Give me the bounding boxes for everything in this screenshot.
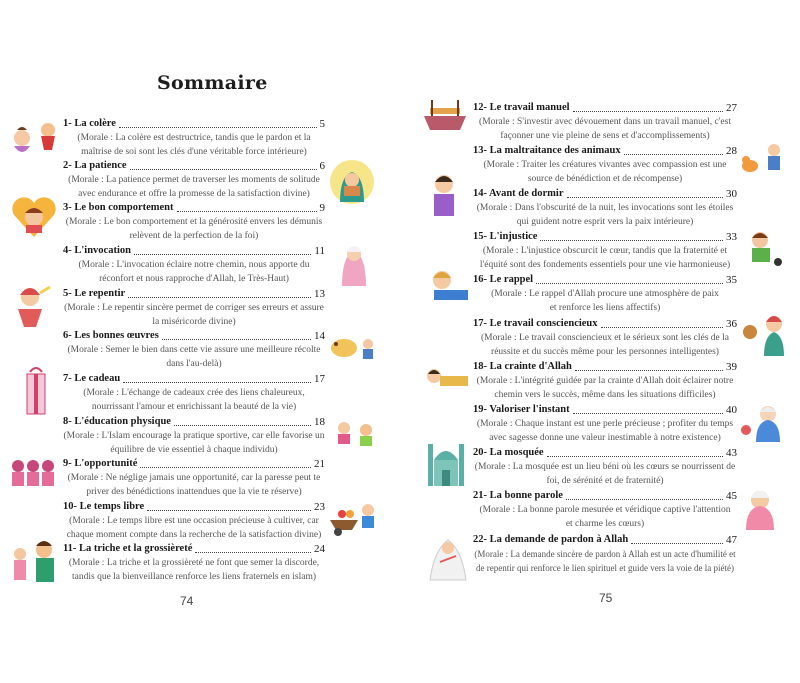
entry-heading: 4- L'invocation: [63, 245, 131, 256]
entry-heading: 11- La triche et la grossièreté: [63, 543, 193, 554]
toc-entry: [473, 230, 737, 272]
entry-page: 21: [314, 458, 325, 470]
entry-heading: 21- La bonne parole: [473, 490, 563, 501]
toc-entry: [473, 144, 737, 186]
smiling-lady-illustration: [738, 486, 782, 532]
toc-entry: [63, 542, 325, 584]
entry-heading: 8- L'éducation physique: [63, 416, 171, 427]
farm-animals-illustration: [328, 330, 376, 362]
entry-heading: 16- Le rappel: [473, 274, 534, 285]
entry-page: 27: [726, 102, 737, 114]
toc-entry: [63, 117, 325, 159]
entry-page: 9: [319, 202, 325, 214]
gift-illustration: [24, 366, 48, 416]
toc-entry: [63, 457, 325, 499]
veiled-girl-illustration: [328, 158, 376, 206]
page-number: 75: [599, 591, 613, 605]
toc-entry: [473, 317, 737, 359]
entry-heading: 9- L'opportunité: [63, 458, 138, 469]
toc-entry: [473, 101, 737, 143]
boy-with-cat-illustration: [740, 140, 788, 178]
entry-heading: 5- Le repentir: [63, 288, 126, 299]
mosque-illustration: [426, 436, 466, 488]
entry-heading: 12- Le travail manuel: [473, 102, 570, 113]
toc-entry: [473, 446, 737, 488]
entry-moral: (Morale : Chaque instant est une perle précieuse ; profiter du temps avec sagesse donne une valeur inestimable à notre existence): [476, 419, 734, 443]
lying-boy-illustration: [422, 364, 470, 394]
entry-page: 45: [726, 490, 737, 502]
entry-moral: (Morale : La bonne parole mesurée et véridique captive l'attention et charme les cœurs): [479, 505, 731, 529]
entry-page: 5: [319, 118, 325, 130]
entry-page: 35: [726, 274, 737, 286]
grandmother-illustration: [738, 402, 790, 444]
entry-heading: 7- Le cadeau: [63, 373, 121, 384]
toc-entry: [473, 360, 737, 402]
entry-moral: (Morale : La demande sincère de pardon à Allah est un acte d'humilité et de repentir qui renforce le lien spirituel et guide vers la voie de la piété): [474, 549, 736, 573]
heart-boy-illustration: [10, 193, 58, 239]
entry-page: 24: [314, 543, 325, 555]
toc-entry: [473, 489, 737, 531]
entry-moral: (Morale : Semer le bien dans cette vie assure une meilleure récolte dans l'au-delà): [67, 345, 321, 369]
entry-page: 17: [314, 373, 325, 385]
entry-moral: (Morale : Le travail consciencieux et le sérieux sont les clés de la réussite et du succès même pour les personnes intelligentes): [481, 333, 729, 357]
entry-moral: (Morale : La mosquée est un lieu béni où les cœurs se nourrissent de foi, de sérénité et de fraternité): [474, 462, 736, 486]
toc-entry: [63, 287, 325, 329]
entry-moral: (Morale : La colère est destructrice, tandis que le pardon et la maîtrise de soi sont les clés d'une véritable force intérieure): [77, 133, 311, 157]
entry-heading: 2- La patience: [63, 160, 127, 171]
entry-moral: (Morale : La patience permet de traverser les moments de solitude avec endurance et offre la promesse de la satisfaction divine): [68, 175, 320, 199]
entry-heading: 19- Valoriser l'instant: [473, 404, 570, 415]
toc-entry: [63, 244, 325, 286]
entry-heading: 10- Le temps libre: [63, 501, 145, 512]
entry-heading: 22- La demande de pardon à Allah: [473, 534, 629, 545]
right-page: [400, 0, 800, 683]
entry-page: 14: [314, 330, 325, 342]
girl-with-teddy-illustration: [740, 310, 790, 358]
entry-moral: (Morale : L'invocation éclaire notre chemin, nous apporte du réconfort et nous rapproche d'Allah, le Très-Haut): [78, 260, 310, 284]
entry-moral: (Morale : Le bon comportement et la générosité envers les démunis relèvent de la perfection de la foi): [65, 217, 323, 241]
entry-heading: 13- La maltraitance des animaux: [473, 145, 621, 156]
arguing-boys-illustration: [8, 540, 60, 584]
entry-moral: (Morale : Le temps libre est une occasion précieuse à cultiver, car chaque moment compte dans la recherche de la satisfaction divine): [66, 516, 322, 540]
entry-page: 36: [726, 318, 737, 330]
entry-moral: (Morale : Le repentir sincère permet de corriger ses erreurs et assure la miséricorde divine): [64, 303, 324, 327]
page-title: Sommaire: [157, 72, 268, 94]
entry-page: 28: [726, 145, 737, 157]
boy-at-desk-illustration: [426, 268, 472, 308]
entry-heading: 20- La mosquée: [473, 447, 544, 458]
crying-girl-illustration: [10, 283, 52, 329]
entry-page: 40: [726, 404, 737, 416]
entry-moral: (Morale : L'échange de cadeaux crée des liens chaleureux, nourrissant l'amour et enrichissant la beauté de la vie): [83, 388, 305, 412]
running-kids-illustration: [332, 418, 378, 450]
toc-entry: [63, 159, 325, 201]
toc-entry: [63, 500, 325, 542]
entry-moral: (Morale : L'intégrité guidée par la crainte d'Allah doit éclairer notre chemin vers le succès, même dans les situations difficiles): [476, 376, 734, 400]
entry-heading: 15- L'injustice: [473, 231, 538, 242]
sleepy-boy-illustration: [428, 172, 460, 222]
toc-entry: [63, 329, 325, 371]
angry-children-illustration: [8, 118, 60, 158]
entry-page: 6: [319, 160, 325, 172]
boat-illustration: [420, 98, 470, 134]
toc-entry: [473, 533, 737, 575]
entry-page: 47: [726, 534, 737, 546]
entry-page: 13: [314, 288, 325, 300]
entry-heading: 1- La colère: [63, 118, 116, 129]
three-girls-illustration: [8, 456, 58, 490]
entry-heading: 17- Le travail consciencieux: [473, 318, 598, 329]
entry-page: 11: [314, 245, 325, 257]
entry-moral: (Morale : La triche et la grossièreté ne font que semer la discorde, tandis que la bienveillance renforce les liens fraternels en islam): [68, 558, 320, 582]
toc-entry: [63, 415, 325, 457]
entry-page: 18: [314, 416, 325, 428]
entry-moral: (Morale : Le rappel d'Allah procure une atmosphère de paix et renforce les liens affectifs): [491, 289, 719, 313]
entry-moral: (Morale : Traiter les créatures vivantes avec compassion est une source de bénédiction et de récompense): [483, 160, 727, 184]
entry-heading: 14- Avant de dormir: [473, 188, 564, 199]
toc-entry: [473, 187, 737, 229]
entry-moral: (Morale : S'investir avec dévouement dans un travail manuel, c'est façonner une vie pleine de sens et d'accomplissements): [479, 117, 731, 141]
entry-page: 39: [726, 361, 737, 373]
toc-entry: [473, 273, 737, 315]
entry-moral: (Morale : L'Islam encourage la pratique sportive, car elle favorise un équilibre de vie essentiel à chaque individu): [63, 431, 325, 455]
entry-page: 30: [726, 188, 737, 200]
entry-moral: (Morale : Ne néglige jamais une opportunité, car la paresse peut te priver des bénédictions inattendues que la vie te réserve): [67, 473, 321, 497]
entry-page: 33: [726, 231, 737, 243]
tumbling-boy-illustration: [740, 228, 786, 270]
toc-entry: [63, 372, 325, 414]
entry-page: 43: [726, 447, 737, 459]
entry-moral: (Morale : Dans l'obscurité de la nuit, les invocations sont les étoiles qui guident notre esprit vers la paix intérieure): [476, 203, 734, 227]
toc-entry: [473, 403, 737, 445]
page-number: 74: [180, 594, 194, 608]
entry-heading: 18- La crainte d'Allah: [473, 361, 572, 372]
entry-heading: 6- Les bonnes œuvres: [63, 330, 159, 341]
entry-heading: 3- Le bon comportement: [63, 202, 174, 213]
praying-figure-illustration: [426, 532, 470, 582]
entry-page: 23: [314, 501, 325, 513]
entry-moral: (Morale : L'injustice obscurcit le cœur, tandis que la fraternité et l'équité sont des fondements essentiels pour une vie harmonieuse): [479, 246, 731, 270]
toc-entry: [63, 201, 325, 243]
praying-girl-illustration: [334, 238, 374, 288]
wheelbarrow-boy-illustration: [328, 498, 378, 538]
